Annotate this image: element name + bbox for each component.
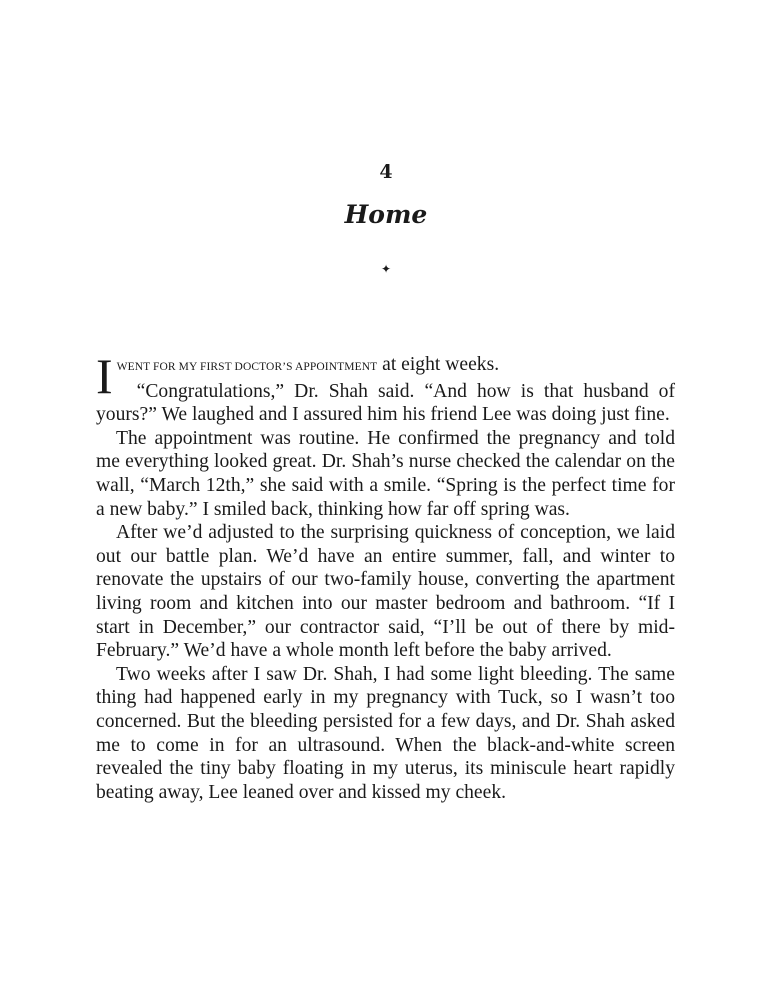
ornament-icon: ✦ [380, 262, 392, 276]
chapter-title: Home [344, 200, 428, 229]
drop-cap: I [96, 348, 113, 404]
paragraph-5: Two weeks after I saw Dr. Shah, I had some light bleeding. The same thing had happened early in my pregnancy with Tuck, so I wasn’t too concerned. But the bleeding persisted for a few days, and Dr. Shah asked me to come in for an ultrasound. When the black-and-white screen revealed the tiny baby floating in my uterus, its miniscule heart rapidly beating away, Lee leaned over and kissed my cheek. [96, 663, 675, 803]
opening-small-caps: WENT FOR MY FIRST DOCTOR’S APPOINTMENT [116, 361, 378, 373]
chapter-body [96, 348, 675, 804]
paragraph-1-text: at eight weeks. [377, 354, 500, 375]
paragraph-2: “Congratulations,” Dr. Shah said. “And how is that husband of yours?” We laughed and I assured him his friend Lee was doing just fine. [96, 380, 675, 426]
chapter-number: 4 [379, 161, 393, 183]
paragraph-3: The appointment was routine. He confirmed the pregnancy and told me everything looked great. Dr. Shah’s nurse checked the calendar on the wall, “March 12th,” she said with a smile. “Spring is the perfect time for a new baby.” I smiled back, thinking how far off spring was. [96, 427, 675, 520]
paragraph-4: After we’d adjusted to the surprising quickness of conception, we laid out our battle plan. We’d have an entire summer, fall, and winter to renovate the upstairs of our two-family house, converting the apartment living room and kitchen into our master bedroom and bathroom. “If I start in December,” our contractor said, “I’ll be out of there by mid-February.” We’d have a whole month left before the baby arrived. [96, 522, 675, 662]
